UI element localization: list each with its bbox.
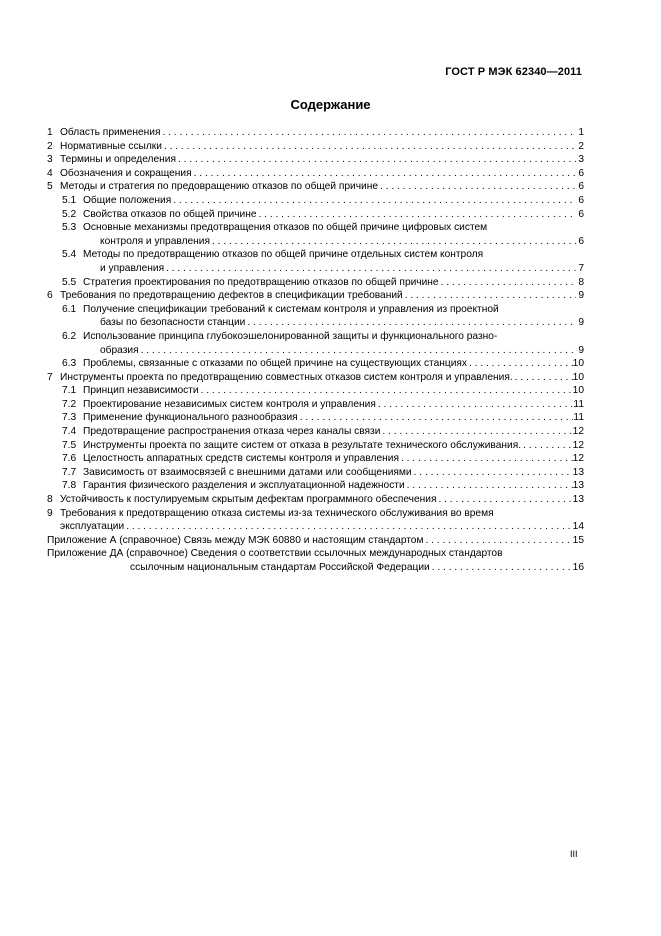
dot-leader	[171, 194, 576, 208]
toc-entry-number: 6.3	[62, 358, 77, 370]
toc-entry-title: Требования по предотвращению дефектов в спецификации требований	[60, 290, 403, 302]
toc-entry-page: 6	[578, 181, 584, 193]
toc-entry-number: 5.1	[62, 194, 77, 206]
toc-entry-page: 11	[573, 398, 584, 410]
toc-entry-number: 5.4	[62, 249, 77, 261]
dot-leader	[376, 398, 574, 412]
toc-entry-page: 14	[572, 521, 584, 533]
toc-entry-title: образия	[100, 344, 139, 356]
dot-leader	[124, 520, 572, 534]
toc-entry[interactable]	[47, 289, 584, 303]
toc-entry[interactable]	[47, 194, 584, 208]
toc-entry-title: Свойства отказов по общей причине	[83, 208, 257, 220]
toc-entry[interactable]	[47, 534, 584, 548]
toc-entry[interactable]	[47, 276, 584, 290]
toc-entry-number: 7.7	[62, 466, 77, 478]
toc-entry[interactable]	[47, 439, 584, 453]
toc-entry-number: 7.8	[62, 480, 77, 492]
dot-leader	[378, 180, 576, 194]
toc-entry-title: Инструменты проекта по защите систем от отказа в результате технического обслуживания.	[83, 439, 522, 451]
toc-entry[interactable]	[47, 357, 584, 371]
dot-leader	[412, 466, 573, 480]
toc-entry-number: 3	[47, 154, 53, 166]
toc-entry-number: 7.4	[62, 426, 77, 438]
toc-entry-title: Нормативные ссылки	[60, 140, 162, 152]
toc-entry-title: Принцип независимости	[83, 385, 199, 397]
toc-entry-title: эксплуатации	[60, 521, 125, 533]
toc-entry[interactable]	[47, 153, 584, 167]
toc-entry-page: 15	[572, 534, 584, 546]
toc-entry[interactable]	[47, 180, 584, 194]
toc-entry-number: 5	[47, 181, 53, 193]
toc-entry-title: Применение функционального разнообразия	[83, 412, 298, 424]
table-of-contents	[47, 126, 584, 575]
toc-entry[interactable]	[47, 452, 584, 466]
toc-entry[interactable]	[47, 330, 584, 357]
toc-entry-page: 6	[578, 208, 584, 220]
toc-entry-title: Гарантия физического разделения и эксплуатационной надежности	[83, 480, 405, 492]
toc-entry[interactable]	[47, 140, 584, 154]
toc-entry-title: Общие положения	[83, 194, 172, 206]
dot-leader	[210, 235, 576, 249]
dot-leader	[399, 452, 573, 466]
toc-entry-page: 7	[578, 262, 584, 274]
toc-entry-title: Проблемы, связанные с отказами по общей причине на существующих станциях	[83, 358, 468, 370]
toc-entry-number: 5.3	[62, 222, 77, 234]
toc-entry-title: Методы по предотвращению отказов по общей причине отдельных систем контроля	[83, 249, 484, 261]
toc-entry-title: Стратегия проектирования по предотвращению отказов по общей причине	[83, 276, 439, 288]
dot-leader	[405, 479, 573, 493]
dot-leader	[380, 425, 572, 439]
toc-entry-number: 7	[47, 371, 53, 383]
toc-entry-page: 11	[573, 412, 584, 424]
toc-entry-number: 1	[47, 127, 53, 138]
toc-entry[interactable]	[47, 425, 584, 439]
toc-entry[interactable]	[47, 398, 584, 412]
dot-leader	[423, 534, 572, 548]
toc-entry-number: 6.2	[62, 330, 77, 342]
toc-entry-page: 10	[572, 371, 584, 383]
dot-leader	[192, 167, 576, 181]
toc-entry-title: Инструменты проекта по предотвращению совместных отказов систем контроля и управления.	[60, 371, 513, 383]
toc-entry-page: 9	[578, 344, 584, 356]
toc-entry-number: 7.2	[62, 398, 77, 410]
toc-entry-page: 12	[572, 453, 584, 465]
toc-entry-title: Основные механизмы предотвращения отказов по общей причине цифровых систем	[83, 222, 488, 234]
dot-leader	[245, 316, 576, 330]
toc-entry-title: Целостность аппаратных средств системы контроля и управления	[83, 453, 399, 465]
dot-leader	[164, 262, 576, 276]
toc-entry[interactable]	[47, 303, 584, 330]
toc-entry-number: 7.3	[62, 412, 77, 424]
toc-entry-page: 13	[572, 466, 584, 478]
toc-entry-page: 12	[572, 439, 584, 451]
toc-entry-title: Использование принципа глубокоэшелонированной защиты и функционального разно-	[83, 330, 498, 342]
dot-leader	[176, 153, 576, 167]
dot-leader	[162, 140, 576, 154]
toc-entry[interactable]	[47, 384, 584, 398]
dot-leader	[139, 344, 576, 358]
toc-entry-page: 8	[578, 276, 584, 288]
toc-entry-title: Обозначения и сокращения	[60, 167, 192, 179]
page-title: Содержание	[290, 97, 371, 112]
toc-entry[interactable]	[47, 126, 584, 140]
dot-leader	[521, 439, 573, 453]
toc-entry-page: 10	[572, 358, 584, 370]
toc-entry-title: Приложение А (справочное) Связь между МЭК 60880 и настоящим стандартом	[47, 534, 424, 546]
toc-entry-page: 9	[578, 317, 584, 329]
toc-entry-page: 9	[578, 290, 584, 302]
toc-entry-page: 13	[572, 480, 584, 492]
toc-entry-page: 6	[578, 167, 584, 179]
toc-entry[interactable]	[47, 221, 584, 248]
dot-leader	[257, 208, 576, 222]
toc-entry-number: 8	[47, 494, 53, 506]
toc-entry-number: 6.1	[62, 303, 77, 315]
toc-entry-title: контроля и управления	[100, 235, 211, 247]
dot-leader	[160, 126, 576, 140]
toc-entry-page: 3	[578, 154, 584, 166]
toc-entry-title: и управления	[100, 262, 165, 274]
toc-entry-number: 4	[47, 167, 53, 179]
dot-leader	[513, 371, 573, 385]
dot-leader	[298, 411, 574, 425]
toc-entry-number: 2	[47, 140, 53, 152]
toc-entry-page: 10	[572, 385, 584, 397]
dot-leader	[467, 357, 573, 371]
toc-entry[interactable]	[47, 479, 584, 493]
dot-leader	[436, 493, 572, 507]
toc-entry-title: Предотвращение распространения отказа через каналы связи	[83, 426, 381, 438]
toc-entry[interactable]	[47, 167, 584, 181]
toc-entry-page: 6	[578, 194, 584, 206]
toc-entry-number: 5.2	[62, 208, 77, 220]
toc-entry[interactable]	[47, 547, 584, 574]
toc-entry-title: Проектирование независимых систем контроля и управления	[83, 398, 376, 410]
toc-entry-title: Приложение ДА (справочное) Сведения о соответствии ссылочных международных стандартов	[47, 548, 503, 560]
toc-entry-number: 5.5	[62, 276, 77, 288]
toc-entry-title: базы по безопасности станции	[100, 317, 246, 329]
toc-entry[interactable]	[47, 507, 584, 534]
dot-leader	[439, 276, 576, 290]
toc-entry-page: 2	[578, 140, 584, 152]
toc-entry-number: 7.1	[62, 385, 77, 397]
toc-entry-title: Получение спецификации требований к системам контроля и управления из проектной	[83, 303, 499, 315]
toc-entry-page: 6	[578, 235, 584, 247]
toc-entry[interactable]	[47, 208, 584, 222]
dot-leader	[430, 561, 573, 575]
toc-entry-title: ссылочным национальным стандартам Российской Федерации	[130, 562, 430, 573]
toc-entry-title: Требования к предотвращению отказа системы из-за технического обслуживания во время	[60, 507, 494, 519]
toc-entry-title: Методы и стратегия по предовращению отказов по общей причине	[60, 181, 379, 193]
page-number: III	[570, 849, 578, 859]
toc-entry-page: 16	[572, 562, 584, 573]
toc-entry[interactable]	[47, 248, 584, 275]
toc-entry[interactable]	[47, 371, 584, 385]
toc-entry-page: 13	[572, 494, 584, 506]
toc-entry[interactable]	[47, 466, 584, 480]
toc-entry-number: 9	[47, 507, 53, 519]
document-code: ГОСТ Р МЭК 62340—2011	[445, 66, 582, 78]
toc-entry-title: Термины и определения	[60, 154, 176, 166]
toc-entry[interactable]	[47, 493, 584, 507]
toc-entry-page: 1	[578, 127, 584, 138]
toc-entry-title: Зависимость от взаимосвязей с внешними датами или сообщениями	[83, 466, 412, 478]
toc-entry-page: 12	[572, 426, 584, 438]
toc-entry-number: 6	[47, 290, 53, 302]
toc-entry-title: Устойчивость к постулируемым скрытым дефектам программного обеспечения	[60, 494, 437, 506]
toc-entry[interactable]	[47, 411, 584, 425]
toc-entry-number: 7.6	[62, 453, 77, 465]
toc-entry-title: Область применения	[60, 127, 161, 138]
dot-leader	[199, 384, 573, 398]
dot-leader	[403, 289, 576, 303]
toc-entry-number: 7.5	[62, 439, 77, 451]
